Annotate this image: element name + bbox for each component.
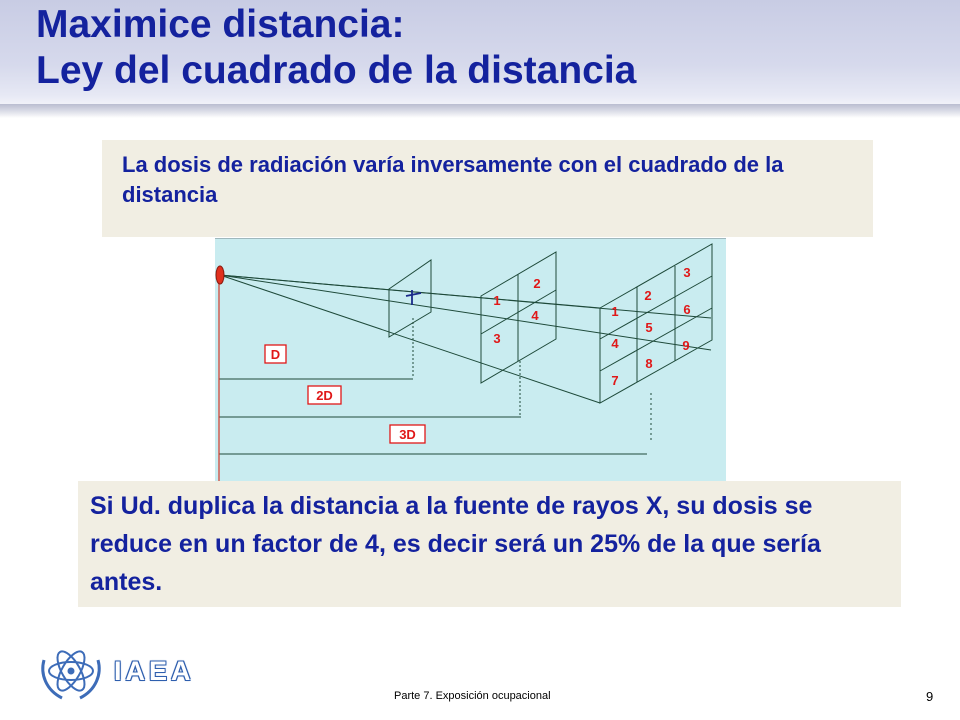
explanation-text: Si Ud. duplica la distancia a la fuente de rayos X, su dosis se reduce en un factor de 4, es decir será un 25% de la que sería antes.	[90, 492, 821, 596]
title-line-1: Maximice distancia:	[36, 3, 405, 46]
plane-2d-cell-2: 2	[533, 276, 541, 291]
title-line-2: Ley del cuadrado de la distancia	[36, 49, 637, 92]
intro-text-box	[102, 140, 873, 237]
footer-course-text: Parte 7. Exposición ocupacional	[394, 690, 551, 702]
plane-3d-cell-4: 4	[611, 336, 619, 351]
iaea-logo-text: IAEA	[114, 656, 195, 686]
plane-3d-cell-8: 8	[645, 356, 653, 371]
explanation-text-box	[78, 481, 901, 607]
distance-label-2d: 2D	[316, 388, 333, 403]
diagram-svg	[215, 238, 726, 481]
iaea-logo-icon	[36, 640, 106, 706]
plane-2d-cell-1: 1	[493, 293, 501, 308]
plane-2d-cell-3: 3	[493, 331, 501, 346]
title-shadow	[0, 104, 960, 118]
plane-3d-cell-9: 9	[682, 338, 690, 353]
plane-3d-cell-3: 3	[683, 265, 691, 280]
plane-2d-cell-4: 4	[531, 308, 539, 323]
distance-label-d: D	[270, 347, 281, 362]
intro-text: La dosis de radiación varía inversamente con el cuadrado de la distancia	[122, 152, 784, 207]
plane-3d-cell-6: 6	[683, 302, 691, 317]
radiation-source	[216, 266, 224, 284]
plane-3d-cell-2: 2	[644, 288, 652, 303]
plane-3d-cell-7: 7	[611, 373, 619, 388]
plane-3d-cell-5: 5	[645, 320, 653, 335]
inverse-square-diagram	[215, 238, 726, 481]
page-number: 9	[926, 689, 934, 704]
slide-title	[36, 2, 636, 94]
plane-3d-cell-1: 1	[611, 304, 619, 319]
distance-label-3d: 3D	[399, 427, 416, 442]
